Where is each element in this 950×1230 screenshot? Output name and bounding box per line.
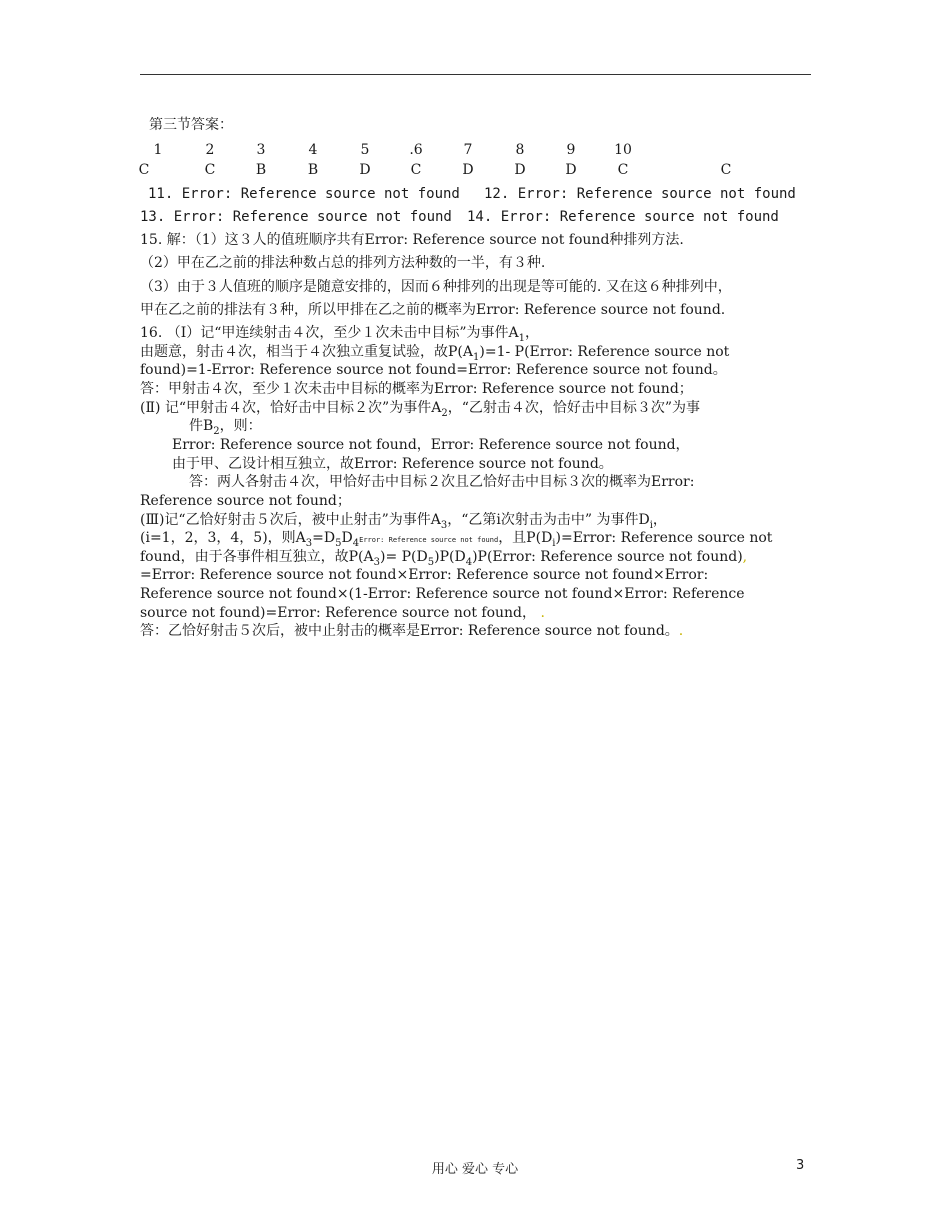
q15-line-4: 甲在乙之前的排法有３种，所以甲排在乙之前的概率为Error: Reference source not found. bbox=[140, 302, 726, 318]
q16-line-2: 由题意，射击４次，相当于４次独立重复试验，故$P(A_1)=1-$ P(Error: Reference source not bbox=[140, 344, 730, 363]
number-1: 1 bbox=[153, 142, 163, 158]
q16-line-11: (Ⅲ)记“乙恰好射击５次后，被中止射击”为事件$A_3$，“乙第i次射击为击中” 为事件$D_i$， bbox=[140, 512, 667, 531]
answer-6: C bbox=[410, 162, 422, 178]
number-2: 2 bbox=[205, 142, 215, 158]
q15-line-2: （2）甲在乙之前的排法种数占总的排列方法种数的一半，有３种. bbox=[140, 255, 546, 271]
q15-line-3: （3）由于３人值班的顺序是随意安排的，因而６种排列的出现是等可能的. 又在这６种排列中， bbox=[140, 279, 732, 295]
q16-line-1: 16. （Ⅰ）记“甲连续射击４次，至少１次未击中目标”为事件$A_1$， bbox=[140, 325, 540, 344]
number-9: 9 bbox=[566, 142, 576, 158]
header-rule bbox=[140, 74, 811, 75]
q16-line-15: Reference source not found×(1-Error: Reference source not found×Error: Reference bbox=[140, 586, 745, 602]
q15-line-1: 15. 解：（1）这３人的值班顺序共有Error: Reference source not found种排列方法. bbox=[140, 232, 684, 248]
page-number: 3 bbox=[796, 1158, 805, 1173]
number-4: 4 bbox=[308, 142, 318, 158]
number-8: 8 bbox=[515, 142, 525, 158]
q16-line-5: (Ⅱ) 记“甲射击４次，恰好击中目标２次”为事件$A_2$，“乙射击４次，恰好击中目标３次”为事 bbox=[140, 400, 701, 419]
q16-line-14: =Error: Reference source not found×Error: Reference source not found×Error: bbox=[140, 567, 709, 583]
answer-9: D bbox=[565, 162, 577, 178]
answer-10: C bbox=[617, 162, 629, 178]
answer-13: 13. Error: Reference source not found bbox=[140, 209, 452, 225]
answer-8: D bbox=[514, 162, 526, 178]
answer-7: D bbox=[462, 162, 474, 178]
q16-line-7: Error: Reference source not found，Error: Reference source not found， bbox=[172, 437, 690, 453]
answer-11: 11. Error: Reference source not found bbox=[148, 186, 460, 202]
number-5: 5 bbox=[360, 142, 370, 158]
answer-4: B bbox=[307, 162, 319, 178]
number-10: 10 bbox=[614, 142, 632, 158]
number-6: .6 bbox=[409, 142, 423, 158]
q16-line-16: source not found)=Error: Reference source not found， . bbox=[140, 605, 545, 621]
q16-line-6: 件$B_2$，则： bbox=[189, 418, 262, 437]
answer-14: 14. Error: Reference source not found bbox=[467, 209, 779, 225]
q16-line-17: 答：乙恰好射击５次后，被中止射击的概率是Error: Reference source not found。. bbox=[140, 623, 684, 639]
answer-extra: C bbox=[720, 162, 732, 178]
number-3: 3 bbox=[256, 142, 266, 158]
answer-1: C bbox=[138, 162, 150, 178]
q16-line-3: found)=1-Error: Reference source not found=Error: Reference source not found。 bbox=[140, 362, 727, 378]
q16-line-12: (i=1，2，3，4，5)，则$A_3=D_5D_4Error$: Reference source not found，且$P(D_i)=Error$: Reference source not bbox=[140, 530, 773, 549]
q16-line-4: 答：甲射击４次，至少１次未击中目标的概率为Error: Reference source not found； bbox=[140, 381, 693, 397]
answer-12: 12. Error: Reference source not found bbox=[484, 186, 796, 202]
q16-line-13: found，由于各事件相互独立，故$P(A_3)=$ $P(D_5)P(D_4)P(Error$: Reference source not found), bbox=[140, 549, 748, 568]
q16-line-10: Reference source not found； bbox=[140, 493, 351, 509]
q16-line-8: 由于甲、乙设计相互独立，故Error: Reference source not found。 bbox=[172, 456, 613, 472]
number-7: 7 bbox=[463, 142, 473, 158]
answer-5: D bbox=[359, 162, 371, 178]
answer-2: C bbox=[204, 162, 216, 178]
page-footer: 用心 爱心 专心 bbox=[431, 1162, 519, 1177]
section-heading: 第三节答案： bbox=[149, 117, 233, 133]
answer-3: B bbox=[255, 162, 267, 178]
q16-line-9: 答：两人各射击４次，甲恰好击中目标２次且乙恰好击中目标３次的概率为Error: bbox=[189, 474, 695, 490]
